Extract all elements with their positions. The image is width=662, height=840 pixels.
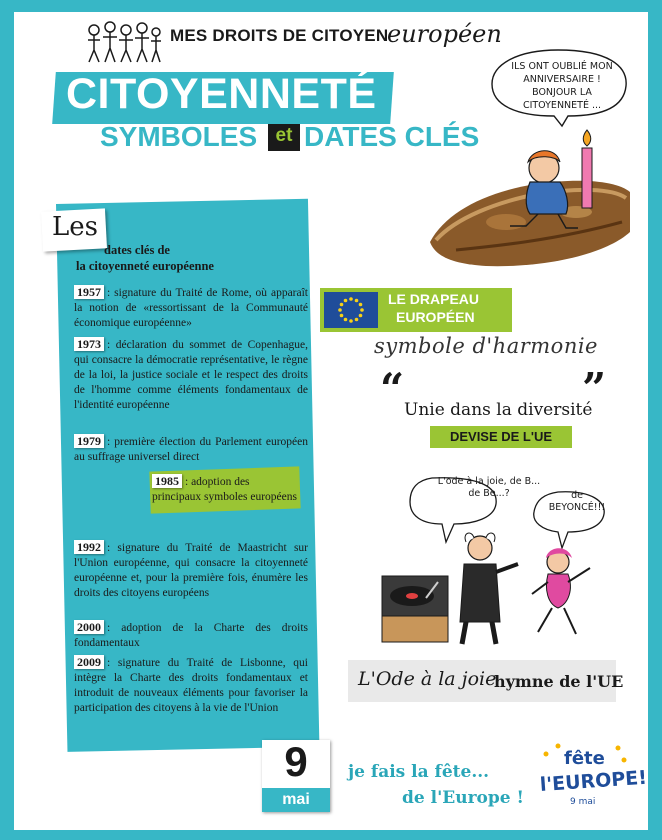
fete-europe-logo [534, 740, 648, 814]
kicker-text: MES DROITS DE CITOYEN [170, 26, 389, 45]
dates-panel-title [76, 242, 296, 274]
flag-label-line1: LE DRAPEAU [388, 291, 480, 307]
motto-text: Unie dans la diversité [404, 400, 593, 420]
year-badge: 1957 [74, 285, 104, 299]
poster-inner [14, 12, 648, 830]
logo-text-europe: l'EUROPE! [539, 766, 648, 797]
fete-line1: je fais la fête... [348, 762, 490, 782]
kicker-script-text: européen [387, 20, 502, 48]
date-entry-1973 [74, 337, 308, 413]
speech-ode-text: L'ode à la joie, de B... de Be...? [437, 476, 541, 499]
entry-text: : déclaration du sommet de Copenhague, qui consacre la démocratie représentative, le règne de la loi, la justice sociale et le respect des droits de l'homme comme éléments fondamentaux de l'identité européenne [74, 339, 308, 411]
date-entry-2000 [74, 620, 308, 651]
citizens-group-illustration [82, 18, 166, 66]
subtitle-dates-cles: DATES CLÉS [304, 121, 480, 152]
eu-flag-icon [324, 292, 378, 328]
anthem-name: L'Ode à la joie [358, 668, 497, 690]
date-entry-1985 [152, 474, 298, 505]
entry-text: : adoption des principaux symboles européens [152, 476, 297, 503]
year-badge: 1973 [74, 337, 104, 351]
flag-subtitle: symbole d'harmonie [374, 334, 598, 358]
may9-day: 9 [284, 738, 308, 785]
date-entry-1979 [74, 434, 308, 465]
date-entry-1992 [74, 540, 308, 601]
anthem-label: hymne de l'UE [494, 672, 624, 691]
year-badge: 1992 [74, 540, 104, 554]
logo-text-fete: fête [564, 748, 605, 769]
motto-label: DEVISE DE L'UE [449, 429, 553, 444]
subtitle-symboles: SYMBOLES [100, 121, 258, 152]
speech-cake-text: ILS ONT OUBLIÉ MON ANNIVERSAIRE ! BONJOUR LA CITOYENNETÉ ... [511, 61, 613, 111]
entry-text: : signature du Traité de Rome, où apparaît la notion de «ressortissant de la Communauté économique européenne» [74, 287, 308, 329]
les-text: Les [52, 212, 98, 242]
year-badge: 2000 [74, 620, 104, 634]
logo-text-date: 9 mai [570, 797, 596, 807]
speech-beyonce-text: de BEYONCÉ!!! [548, 490, 606, 513]
fete-line2: de l'Europe ! [402, 788, 524, 808]
page-title: CITOYENNETÉ [66, 70, 377, 118]
year-badge: 2009 [74, 655, 104, 669]
quote-close-icon: ” [582, 364, 607, 413]
year-badge: 1985 [152, 474, 182, 488]
date-entry-2009 [74, 655, 308, 716]
year-badge: 1979 [74, 434, 104, 448]
dates-title-line1: dates clés de [104, 243, 170, 257]
entry-text: : signature du Traité de Lisbonne, qui intègre la Charte des droits fondamentaux et introduit de nouveaux éléments pour favoriser la participation des citoyens à la vie de l'Union [74, 657, 308, 714]
dates-title-line2: la citoyenneté européenne [76, 259, 214, 273]
entry-text: : signature du Traité de Maastricht sur l'Union européenne, qui consacre la citoyenneté européenne et, pour la première fois, énumère les droits des citoyens européens [74, 542, 308, 599]
may9-month: mai [282, 791, 310, 808]
quote-open-icon: “ [380, 364, 405, 413]
entry-text: : première élection du Parlement européen au suffrage universel direct [74, 436, 308, 463]
date-entry-1957 [74, 285, 308, 331]
entry-text: : adoption de la Charte des droits fondamentaux [74, 622, 308, 649]
birthday-cake-illustration [426, 122, 636, 272]
flag-label-line2: EUROPÉEN [396, 309, 475, 325]
et-badge: et [275, 125, 293, 146]
